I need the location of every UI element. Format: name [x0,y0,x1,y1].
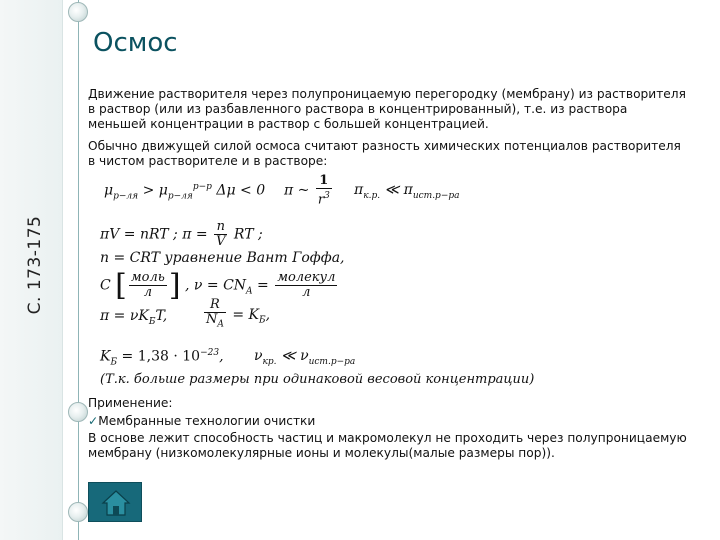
velocity-comparison: $\nu_{кр.}$ ≪ $\nu_{ист.р-ра}$ [254,348,356,367]
van-t-hoff-equation: n = CRT уравнение Вант Гоффа, [100,250,345,266]
binder-ring [68,502,88,522]
pressure-comparison: $\pi_{к.р.}$ ≪ $\pi_{ист.р-ра}$ [354,182,460,201]
home-icon [101,488,131,518]
boltzmann-pressure-formula: $\pi = \nu K_БT$, [100,308,168,327]
page-reference: С. 173-175 [25,215,45,315]
chem-potential-inequality: $\mu_{р-ля} > \mu_{р-ля}^{р-р}$ Δμ < 0 [104,182,266,202]
van-t-hoff-formula: πV = nRT ; π = $\frac{n}{V}$ RT ; [100,219,263,249]
boltzmann-constant-ratio: $\frac{R}{N_A}$ = $K_Б$, [206,297,271,330]
side-divider [78,0,79,540]
membrane-paragraph: В основе лежит способность частиц и макромолекул не проходить через полупроницаемую мембрану (низкомолекулярные ионы и молекулы(малые размеры пор)). [88,431,687,460]
formula-block [96,168,566,394]
binder-ring [68,2,88,22]
application-bullet: ✓Мембранные технологии очистки [88,414,316,428]
osmotic-pressure-proportion: π ~ $\frac{1}{r^3}$ [284,173,330,208]
binder-ring [68,402,88,422]
concentration-formula: C [ $\frac{\text{моль}}{л}$ ] , $\nu = CN_A$ = $\frac{\text{молекул}}{л}$ [100,268,336,303]
application-heading: Применение: [88,396,173,410]
check-icon: ✓ [88,414,99,428]
home-button[interactable] [88,482,142,522]
boltzmann-constant-value: $K_Б = 1,38 \cdot 10^{-23}$, [100,348,224,368]
definition-paragraph: Движение растворителя через полупроницаемую перегородку (мембрану) из растворителя в раствор (или из разбавленного раствора в концентрированный), т.е. из раствора меньшей концентрации в раствор с большей концентрацией. [88,87,686,131]
slide-title: Осмос [93,28,178,58]
size-note: (Т.к. больше размеры при одинаковой весовой концентрации) [100,372,535,387]
driving-force-paragraph: Обычно движущей силой осмоса считают разность химических потенциалов растворителя в чистом растворителе и в растворе: [88,139,681,168]
